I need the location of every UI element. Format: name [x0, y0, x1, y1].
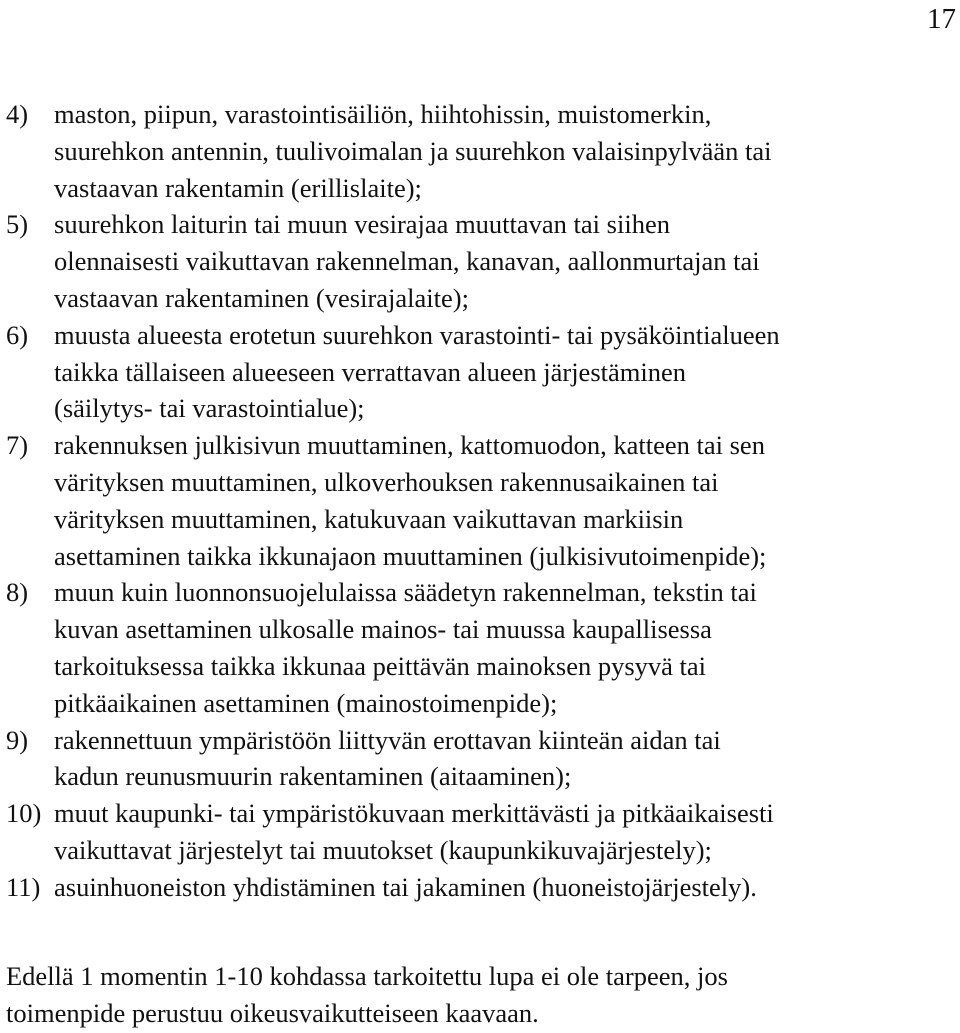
text-line: (säilytys- tai varastointialue); — [54, 393, 365, 424]
text-line: tarkoituksessa taikka ikkunaa peittävän mainoksen pysyvä tai — [54, 650, 707, 681]
text-line: asettaminen taikka ikkunajaon muuttaminen (julkisivutoimenpide); — [54, 540, 767, 571]
list-item — [6, 427, 956, 574]
closing-paragraph — [6, 958, 956, 1032]
text-line: maston, piipun, varastointisäiliön, hiihtohissin, muistomerkin, — [54, 99, 712, 129]
text-line: toimenpide perustuu oikeusvaikutteiseen kaavaan. — [6, 997, 539, 1028]
list-item-number: 7) — [6, 430, 29, 461]
text-line: suurehkon antennin, tuulivoimalan ja suurehkon valaisinpylvään tai — [54, 135, 772, 166]
list-item — [6, 96, 956, 206]
list-item-text — [54, 317, 956, 427]
list-item-text — [54, 96, 956, 206]
text-line: muusta alueesta erotetun suurehkon varastointi- tai pysäköintialueen — [54, 319, 780, 350]
list-item — [6, 206, 956, 316]
list-item-number: 5) — [6, 209, 29, 240]
text-line: värityksen muuttaminen, katukuvaan vaikuttavan markiisin — [54, 503, 684, 534]
list-item-text — [54, 722, 956, 796]
list-item-text — [54, 869, 956, 906]
list-item — [6, 795, 956, 869]
text-line: vastaavan rakentamin (erillislaite); — [54, 172, 422, 203]
text-line: vastaavan rakentaminen (vesirajalaite); — [54, 282, 469, 313]
list-item-number: 10) — [6, 798, 42, 829]
list-item-text — [54, 427, 956, 574]
text-line: kadun reunusmuurin rakentaminen (aitaaminen); — [54, 761, 572, 792]
text-line: vaikuttavat järjestelyt tai muutokset (kaupunkikuvajärjestely); — [54, 834, 712, 865]
text-line: taikka tällaiseen alueeseen verrattavan alueen järjestäminen — [54, 356, 686, 387]
page-number: 17 — [927, 3, 956, 35]
list-item-number: 9) — [6, 724, 29, 755]
list-item-number: 4) — [6, 99, 29, 129]
list-item-text — [54, 795, 956, 869]
list-item — [6, 574, 956, 721]
list-item-number: 11) — [6, 871, 41, 902]
list-item — [6, 869, 956, 906]
text-line: pitkäaikainen asettaminen (mainostoimenpide); — [54, 687, 558, 718]
text-line: suurehkon laiturin tai muun vesirajaa muuttavan tai siihen — [54, 209, 670, 240]
list-item — [6, 317, 956, 427]
list-item-text — [54, 574, 956, 721]
text-line: muun kuin luonnonsuojelulaissa säädetyn rakennelman, tekstin tai — [54, 577, 757, 608]
text-line: värityksen muuttaminen, ulkoverhouksen rakennusaikainen tai — [54, 466, 719, 497]
text-line: asuinhuoneiston yhdistäminen tai jakaminen (huoneistojärjestely). — [54, 871, 757, 902]
text-line: muut kaupunki- tai ympäristökuvaan merkittävästi ja pitkäaikaisesti — [54, 798, 774, 829]
text-line: rakennuksen julkisivun muuttaminen, kattomuodon, katteen tai sen — [54, 430, 765, 461]
text-line: olennaisesti vaikuttavan rakennelman, kanavan, aallonmurtajan tai — [54, 246, 760, 277]
list-item-text — [54, 206, 956, 316]
text-line: kuvan asettaminen ulkosalle mainos- tai muussa kaupallisessa — [54, 614, 712, 645]
measure-list — [6, 96, 956, 906]
list-item — [6, 722, 956, 796]
text-line: Edellä 1 momentin 1-10 kohdassa tarkoitettu lupa ei ole tarpeen, jos — [6, 961, 728, 991]
text-line: rakennettuun ympäristöön liittyvän erottavan kiinteän aidan tai — [54, 724, 721, 755]
list-item-number: 8) — [6, 577, 29, 608]
list-item-number: 6) — [6, 319, 29, 350]
